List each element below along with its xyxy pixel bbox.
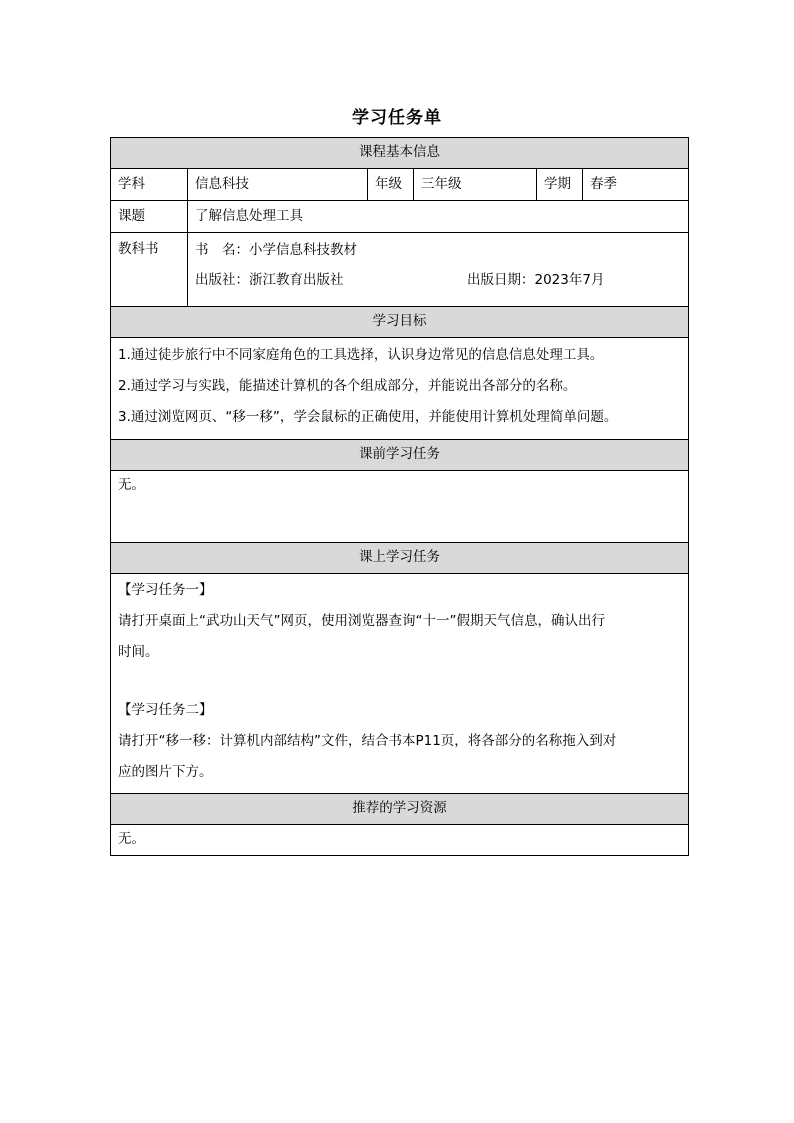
pre-class-header-row: [111, 440, 689, 471]
term-value: 春季: [583, 169, 689, 201]
textbook-info: [188, 233, 689, 307]
publisher-value: 浙江教育出版社: [249, 272, 344, 288]
goals-row: [111, 338, 689, 440]
pub-date-value: 2023年7月: [534, 272, 605, 288]
task1-line: 时间。: [118, 644, 159, 660]
pub-date-label: 出版日期：: [467, 272, 535, 288]
topic-label: 课题: [111, 201, 188, 233]
pre-class-content: 无。: [111, 471, 689, 543]
topic-row: [111, 201, 689, 233]
book-name-label: 书 名：: [195, 242, 249, 258]
basic-info-header-row: [111, 138, 689, 169]
subject-row: [111, 169, 689, 201]
goals-header-row: [111, 307, 689, 338]
task2-line: 请打开“移一移：计算机内部结构”文件，结合书本P11页，将各部分的名称拖入到对: [118, 733, 617, 749]
goals-header: 学习目标: [111, 307, 689, 338]
in-class-header: 课上学习任务: [111, 543, 689, 574]
task-sheet-table: [110, 137, 689, 856]
in-class-row: [111, 574, 689, 794]
textbook-label: 教科书: [111, 233, 188, 307]
in-class-content: [111, 574, 689, 794]
task1-line: 请打开桌面上“武功山天气”网页，使用浏览器查询“十一”假期天气信息，确认出行: [118, 613, 605, 629]
subject-value: 信息科技: [188, 169, 368, 201]
topic-value: 了解信息处理工具: [188, 201, 689, 233]
goals-list: [111, 338, 689, 440]
publisher-label: 出版社：: [195, 272, 249, 288]
task2-line: 应的图片下方。: [118, 764, 213, 780]
grade-value: 三年级: [414, 169, 537, 201]
resources-content: 无。: [111, 825, 689, 856]
task1-title: 【学习任务一】: [118, 582, 213, 598]
pre-class-row: [111, 471, 689, 543]
subject-label: 学科: [111, 169, 188, 201]
goal-item: 3.通过浏览网页、“移一移”，学会鼠标的正确使用，并能使用计算机处理简单问题。: [118, 409, 618, 425]
goal-item: 2.通过学习与实践，能描述计算机的各个组成部分，并能说出各部分的名称。: [118, 378, 577, 394]
grade-label: 年级: [368, 169, 414, 201]
basic-info-header: 课程基本信息: [111, 138, 689, 169]
book-name-value: 小学信息科技教材: [249, 242, 357, 258]
book-name-line: [195, 242, 681, 272]
resources-header: 推荐的学习资源: [111, 794, 689, 825]
page-title: 学习任务单: [352, 108, 442, 128]
publisher-line: [195, 272, 681, 302]
goal-item: 1.通过徒步旅行中不同家庭角色的工具选择，认识身边常见的信息信息处理工具。: [118, 347, 604, 363]
textbook-row: [111, 233, 689, 307]
term-label: 学期: [537, 169, 583, 201]
resources-row: [111, 825, 689, 856]
in-class-header-row: [111, 543, 689, 574]
resources-header-row: [111, 794, 689, 825]
pre-class-header: 课前学习任务: [111, 440, 689, 471]
task2-title: 【学习任务二】: [118, 702, 213, 718]
